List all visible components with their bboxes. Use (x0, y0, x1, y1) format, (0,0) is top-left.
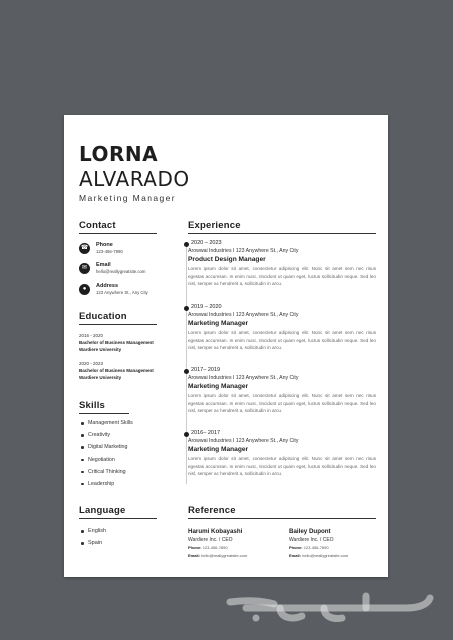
experience-company: Arowwai Industries I 123 Anywhere St., Any City (188, 375, 299, 381)
education-divider (79, 324, 157, 325)
contact-phone-value: 123-456-7890 (96, 249, 123, 254)
experience-title: Product Design Manager (188, 256, 266, 263)
contact-heading: Contact (79, 220, 116, 231)
education-heading: Education (79, 311, 127, 322)
phone-icon: ☎ (79, 243, 90, 254)
reference-phone-value: 123-456-7890 (303, 545, 329, 550)
list-item: Spain (79, 537, 106, 549)
first-name: LORNA (79, 142, 159, 166)
experience-title: Marketing Manager (188, 446, 249, 453)
reference-phone-label: Phone: (188, 545, 202, 550)
education-entry-1 (79, 332, 179, 353)
reference-role: Wardiere Inc. / CEO (188, 537, 233, 543)
language-heading: Language (79, 505, 126, 516)
list-item: Creativity (79, 429, 133, 441)
experience-heading: Experience (188, 220, 241, 231)
experience-description: Lorem ipsum dolor sit amet, consectetur adipiscing elit. Nunc sit amet sem nec risus egestas accumsan. In enim nunc, tincidunt ut quam eget, luctus sollicitudin neque. Sed leo nisl, semper ac hendrerit a, sollicitudin in arcu. (188, 330, 376, 351)
experience-description: Lorem ipsum dolor sit amet, consectetur adipiscing elit. Nunc sit amet sem nec risus egestas accumsan. In enim nunc, tincidunt ut quam eget, luctus sollicitudin neque. Sed leo nisl, semper ac hendrerit a, sollicitudin in arcu. (188, 456, 376, 477)
list-item: Digital Marketing (79, 441, 133, 453)
experience-company: Arowwai Industries I 123 Anywhere St., Any City (188, 312, 299, 318)
experience-entry-4 (188, 430, 376, 478)
skills-divider (79, 413, 129, 414)
education-entry-2 (79, 360, 179, 381)
list-item: English (79, 525, 106, 537)
reference-entry-1 (188, 527, 288, 560)
experience-description: Lorem ipsum dolor sit amet, consectetur adipiscing elit. Nunc sit amet sem nec risus egestas accumsan. In enim nunc, tincidunt ut quam eget, luctus sollicitudin neque. Sed leo nisl, semper ac hendrerit a, sollicitudin in arcu. (188, 393, 376, 414)
contact-address (79, 283, 189, 301)
contact-email-value: hello@reallygreatsite.com (96, 269, 146, 274)
contact-divider (79, 233, 157, 234)
experience-description: Lorem ipsum dolor sit amet, consectetur adipiscing elit. Nunc sit amet sem nec risus egestas accumsan. In enim nunc, tincidunt ut quam eget, luctus sollicitudin neque. Sed leo nisl, semper ac hendrerit a, sollicitudin in arcu. (188, 266, 376, 287)
education-degree: Bachelor of Business Management (79, 368, 154, 373)
education-years: 2016 - 2020 (79, 333, 104, 338)
experience-divider (188, 233, 376, 234)
education-school: Wardiere University (79, 375, 122, 380)
list-item: Management Skills (79, 417, 133, 429)
education-school: Wardiere University (79, 347, 122, 352)
last-name: ALVARADO (79, 167, 190, 191)
language-list (79, 525, 106, 549)
resume-page (64, 115, 388, 577)
mail-icon: ✉ (79, 263, 90, 274)
language-divider (79, 518, 157, 519)
location-pin-icon: ● (79, 284, 90, 295)
reference-phone (289, 544, 389, 552)
reference-email-label: Email: (188, 553, 201, 558)
reference-role: Wardiere Inc. / CEO (289, 537, 334, 543)
experience-company: Arowwai Industries I 123 Anywhere St., Any City (188, 248, 299, 254)
reference-email-label: Email: (289, 553, 302, 558)
timeline-dot (184, 369, 189, 374)
reference-email-value: hello@reallygreatsite.com (201, 553, 248, 558)
reference-phone-value: 123-456-7890 (202, 545, 228, 550)
reference-email (289, 552, 389, 560)
experience-title: Marketing Manager (188, 383, 249, 390)
list-item: Negotiation (79, 454, 133, 466)
experience-timeline (186, 244, 187, 484)
education-degree: Bachelor of Business Management (79, 340, 154, 345)
contact-email (79, 262, 189, 280)
experience-years: 2019 – 2020 (191, 304, 222, 310)
timeline-dot (184, 242, 189, 247)
education-years: 2020 - 2023 (79, 361, 104, 366)
experience-entry-3 (188, 367, 376, 415)
reference-heading: Reference (188, 505, 236, 516)
experience-entry-1 (188, 240, 376, 288)
reference-entry-2 (289, 527, 389, 560)
experience-company: Arowwai Industries I 123 Anywhere St., Any City (188, 438, 299, 444)
reference-name: Bailey Dupont (289, 528, 331, 535)
timeline-dot (184, 306, 189, 311)
reference-email-value: hello@reallygreatsite.com (302, 553, 349, 558)
skills-list (79, 417, 133, 490)
contact-phone (79, 242, 189, 260)
list-item: Critical Thinking (79, 466, 133, 478)
skills-heading: Skills (79, 400, 106, 411)
experience-entry-2 (188, 304, 376, 352)
contact-address-label: Address (96, 283, 119, 289)
experience-years: 2017– 2019 (191, 367, 221, 373)
experience-years: 2016– 2017 (191, 430, 221, 436)
reference-divider (188, 518, 376, 519)
timeline-dot (184, 432, 189, 437)
experience-years: 2020 – 2023 (191, 240, 222, 246)
job-title: Marketing Manager (79, 193, 177, 203)
haraj-watermark-logo (216, 586, 446, 626)
reference-email (188, 552, 288, 560)
contact-address-value: 123 Anywhere St., Any City (96, 290, 148, 295)
contact-email-label: Email (96, 262, 111, 268)
list-item: Leadership (79, 478, 133, 490)
reference-phone (188, 544, 288, 552)
reference-name: Harumi Kobayashi (188, 528, 243, 535)
contact-phone-label: Phone (96, 242, 113, 248)
reference-phone-label: Phone: (289, 545, 303, 550)
experience-title: Marketing Manager (188, 320, 249, 327)
